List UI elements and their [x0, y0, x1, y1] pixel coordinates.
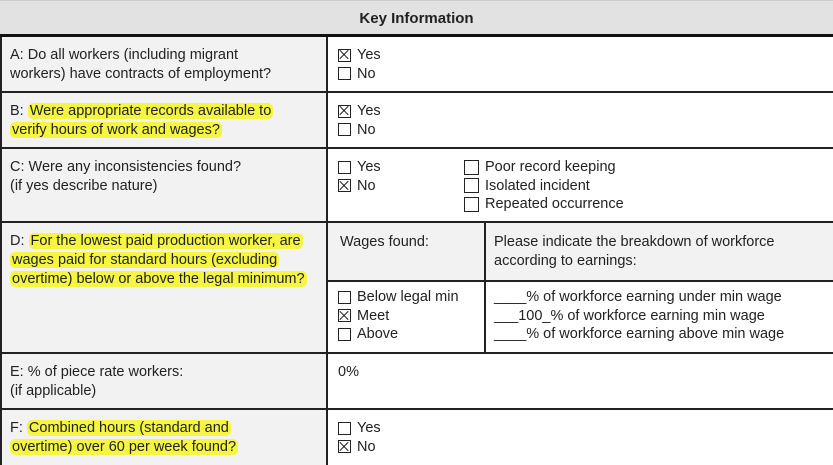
row-e: [0, 354, 833, 410]
checkbox-no[interactable]: No: [338, 65, 833, 84]
wages-found-label: Wages found:: [328, 223, 486, 280]
checkbox-checked-icon[interactable]: [338, 105, 351, 118]
checkbox-empty-icon[interactable]: [338, 123, 351, 136]
checkbox-checked-icon[interactable]: [338, 440, 351, 453]
row-b-question: B: Were appropriate records available to verify hours of work and wages?: [0, 93, 326, 147]
checkbox-yes[interactable]: Yes: [338, 46, 833, 65]
row-c: [0, 149, 833, 223]
row-c-question: C: Were any inconsistencies found? (if yes describe nature): [0, 149, 326, 221]
checkbox-poor-record-keeping[interactable]: Poor record keeping: [464, 158, 624, 177]
row-f-answer: [326, 410, 833, 465]
checkbox-empty-icon[interactable]: [338, 422, 351, 435]
row-b-answer: [326, 93, 833, 147]
row-a: [0, 37, 833, 93]
checkbox-yes[interactable]: Yes: [338, 102, 833, 121]
row-f: [0, 410, 833, 465]
wages-subheader: [328, 223, 833, 282]
checkbox-no[interactable]: No: [338, 177, 833, 196]
checkbox-checked-icon[interactable]: [338, 309, 351, 322]
row-b: [0, 93, 833, 149]
table-title: Key Information: [359, 10, 474, 27]
piece-rate-value[interactable]: 0%: [338, 364, 359, 380]
breakdown-label: Please indicate the breakdown of workforce according to earnings:: [494, 234, 775, 269]
breakdown-at-min[interactable]: ___100_% of workforce earning min wage: [494, 307, 765, 324]
checkbox-below-legal-min[interactable]: Below legal min: [338, 288, 484, 307]
checkbox-empty-icon[interactable]: [338, 161, 351, 174]
row-f-question: F: Combined hours (standard and overtime) over 60 per week found?: [0, 410, 326, 465]
row-d-question: D: For the lowest paid production worker, are wages paid for standard hours (excluding overtime) below or above the legal minimum?: [0, 223, 326, 352]
workforce-breakdown: [486, 280, 833, 344]
row-d: [0, 223, 833, 354]
checkbox-yes[interactable]: Yes: [338, 158, 833, 177]
checkbox-empty-icon[interactable]: [338, 67, 351, 80]
highlighted-question: For the lowest paid production worker, are wages paid for standard hours (excluding overtime) below or above the legal minimum?: [12, 233, 305, 287]
checkbox-empty-icon[interactable]: [338, 291, 351, 304]
row-a-question: A: Do all workers (including migrant workers) have contracts of employment?: [0, 37, 326, 91]
highlighted-question: Were appropriate records available to verify hours of work and wages?: [12, 103, 272, 138]
table-header: [0, 0, 833, 37]
checkbox-empty-icon[interactable]: [464, 160, 479, 175]
wages-subbody: [328, 280, 833, 352]
wage-options: [328, 280, 486, 352]
checkbox-no[interactable]: No: [338, 438, 833, 457]
checkbox-empty-icon[interactable]: [338, 328, 351, 341]
checkbox-isolated-incident[interactable]: Isolated incident: [464, 177, 624, 196]
breakdown-under-min[interactable]: ____% of workforce earning under min wage: [494, 289, 782, 305]
checkbox-repeated-occurrence[interactable]: Repeated occurrence: [464, 195, 624, 214]
checkbox-checked-icon[interactable]: [338, 49, 351, 62]
row-e-answer: [326, 354, 833, 408]
checkbox-meet[interactable]: Meet: [338, 307, 484, 326]
checkbox-no[interactable]: No: [338, 121, 833, 140]
checkbox-empty-icon[interactable]: [464, 178, 479, 193]
inconsistency-nature-options: [464, 158, 624, 214]
checkbox-checked-icon[interactable]: [338, 179, 351, 192]
row-d-answer: [326, 223, 833, 352]
row-a-answer: [326, 37, 833, 91]
row-e-question: E: % of piece rate workers: (if applicable): [0, 354, 326, 408]
highlighted-question: Combined hours (standard and overtime) over 60 per week found?: [12, 420, 237, 455]
checkbox-empty-icon[interactable]: [464, 197, 479, 212]
checkbox-yes[interactable]: Yes: [338, 419, 833, 438]
row-c-answer: [326, 149, 833, 221]
breakdown-above-min[interactable]: ____% of workforce earning above min wage: [494, 326, 785, 342]
checkbox-above[interactable]: Above: [338, 325, 484, 344]
